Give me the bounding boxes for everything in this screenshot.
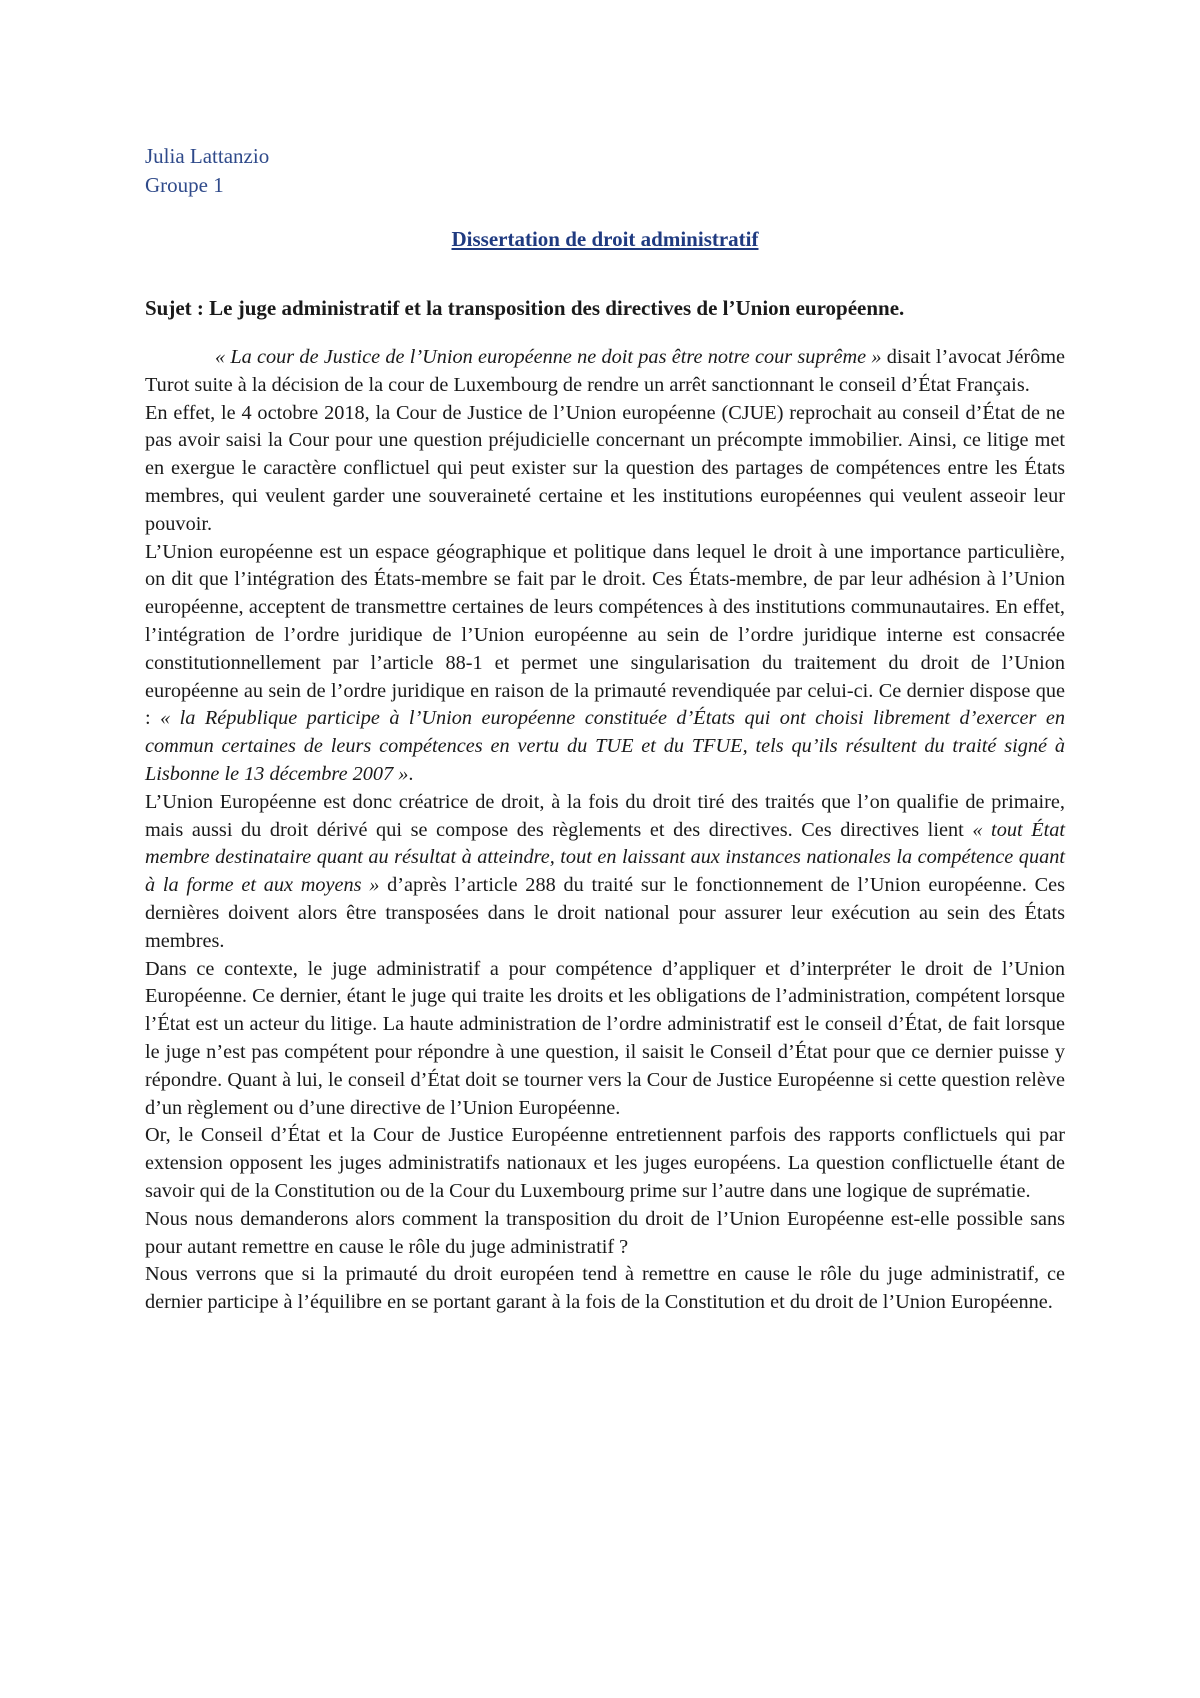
paragraph-intro-quote xyxy=(145,344,1065,400)
document-body xyxy=(145,344,1065,1317)
paragraph-judge: Dans ce contexte, le juge administratif a pour compétence d’appliquer et d’interpréter le droit de l’Union Européenne. Ce dernier, étant le juge qui traite les droits et les obligations de l’administration, compétent lorsque l’État est un acteur du litige. La haute administration de l’ordre administratif est le conseil d’État, de fait lorsque le juge n’est pas compétent pour répondre à une question, il saisit le Conseil d’État pour que ce dernier puisse y répondre. Quant à lui, le conseil d’État doit se tourner vers la Cour de Justice Européenne si cette question relève d’un règlement ou d’une directive de l’Union Européenne. xyxy=(145,957,1065,1119)
document-page xyxy=(145,142,1065,1317)
paragraph-context: En effet, le 4 octobre 2018, la Cour de Justice de l’Union européenne (CJUE) reprochait au conseil d’État de ne pas avoir saisi la Cour pour une question préjudicielle concernant un précompte immobilier. Ainsi, ce litige met en exergue le caractère conflictuel qui peut exister sur la question des partages de compétences entre les États membres, qui veulent garder une souveraineté certaine et les institutions européennes qui veulent asseoir leur pouvoir. xyxy=(145,401,1065,535)
subject-heading: Sujet : Le juge administratif et la transposition des directives de l’Union européenne. xyxy=(145,296,905,320)
paragraph-text: L’Union Européenne est donc créatrice de droit, à la fois du droit tiré des traités que l’on qualifie de primaire, mais aussi du droit dérivé qui se compose des règlements et des directives. Ces directives lient xyxy=(145,790,1065,841)
paragraph-plan: Nous verrons que si la primauté du droit européen tend à remettre en cause le rôle du juge administratif, ce dernier participe à l’équilibre en se portant garant à la fois de la Constitution et du droit de l’Union Européenne. xyxy=(145,1263,1065,1314)
inline-quote: « la République participe à l’Union européenne constituée d’États qui ont choisi librement d’exercer en commun certaines de leurs compétences en vertu du TUE et du TFUE, tels qu’ils résultent du traité signé à Lisbonne le 13 décembre 2007 » xyxy=(145,707,1065,785)
document-title: Dissertation de droit administratif xyxy=(451,227,759,251)
paragraph-text: L’Union européenne est un espace géographique et politique dans lequel le droit à une importance particulière, on dit que l’intégration des États-membre se fait par le droit. Ces États-membre, de par leur adhésion à l’Union européenne, acceptent de transmettre certaines de leurs compétences à des institutions communautaires. En effet, l’intégration de l’ordre juridique de l’Union européenne au sein de l’ordre juridique interne est consacrée constitutionnellement par l’article 88-1 et permet une singularisation du traitement du droit de l’Union européenne au sein de l’ordre juridique en raison de la primauté revendiquée par celui-ci. Ce dernier dispose que : xyxy=(145,540,1065,730)
inline-quote: « La cour de Justice de l’Union européenne ne doit pas être notre cour suprême » xyxy=(215,346,882,368)
paragraph-text: disait l’avocat Jérôme Turot suite à la décision de la cour de Luxembourg de rendre un arrêt sanctionnant le conseil d’État Français. xyxy=(145,346,1065,396)
inline-quote: « tout État membre destinataire quant au résultat à atteindre, tout en laissant aux instances nationales la compétence quant à la forme et aux moyens » xyxy=(145,818,1065,897)
author-name: Julia Lattanzio xyxy=(145,144,270,168)
paragraph-problematic: Nous nous demanderons alors comment la transposition du droit de l’Union Européenne est-elle possible sans pour autant remettre en cause le rôle du juge administratif ? xyxy=(145,1207,1065,1258)
paragraph-text: d’après l’article 288 du traité sur le fonctionnement de l’Union européenne. Ces dernières doivent alors être transposées dans le droit national pour assurer leur exécution au sein des États membres. xyxy=(145,874,1066,952)
paragraph-text: . xyxy=(408,762,414,785)
group-label: Groupe 1 xyxy=(145,173,224,197)
paragraph-directives xyxy=(145,789,1065,956)
paragraph-union xyxy=(145,539,1065,789)
paragraph-conflict: Or, le Conseil d’État et la Cour de Justice Européenne entretiennent parfois des rapports conflictuels qui par extension opposent les juges administratifs nationaux et les juges européens. La question conflictuelle étant de savoir qui de la Constitution ou de la Cour du Luxembourg prime sur l’autre dans une logique de suprématie. xyxy=(145,1124,1065,1202)
